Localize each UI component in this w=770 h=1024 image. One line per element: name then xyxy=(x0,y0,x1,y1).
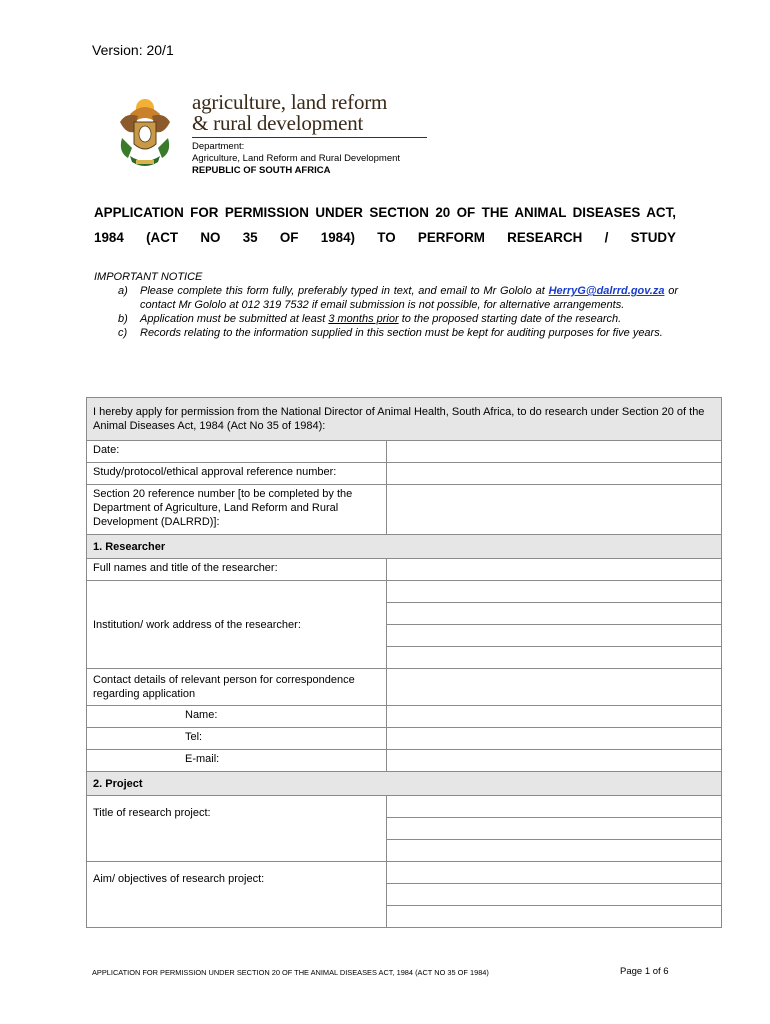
project-title-field-line-2[interactable] xyxy=(387,818,722,840)
contact-tel-field[interactable] xyxy=(387,728,722,750)
project-title-label xyxy=(87,796,387,862)
form-intro: I hereby apply for permission from the National Director of Animal Health, South Africa, to do research under Section 20 of the Animal Diseases Act, 1984 (Act No 35 of 1984): xyxy=(87,398,722,441)
full-names-label: Full names and title of the researcher: xyxy=(87,559,387,581)
contact-tel-label: Tel: xyxy=(87,728,387,750)
institution-label: Institution/ work address of the researcher: xyxy=(87,581,387,669)
contact-email-label: E-mail: xyxy=(87,750,387,772)
email-link[interactable]: HerryG@dalrrd.gov.za xyxy=(548,285,665,297)
section20-reference-label: Section 20 reference number [to be completed by the Department of Agriculture, Land Reform and Rural Development (DALRRD)]: xyxy=(87,485,387,535)
department-label: Department: xyxy=(192,141,245,152)
contact-name-label: Name: xyxy=(87,706,387,728)
notice-b-underlined: 3 months prior xyxy=(328,313,399,325)
notice-item-b xyxy=(94,312,678,326)
department-logo-text xyxy=(192,92,387,134)
section20-reference-field[interactable] xyxy=(387,485,722,535)
notice-b-text-after: to the proposed starting date of the research. xyxy=(398,313,622,325)
aim-field-line-2[interactable] xyxy=(387,884,722,906)
important-notice xyxy=(94,270,678,340)
notice-c-text: Records relating to the information supplied in this section must be kept for auditing purposes for five years. xyxy=(140,327,663,339)
footer-title: APPLICATION FOR PERMISSION UNDER SECTION 20 OF THE ANIMAL DISEASES ACT, 1984 (ACT NO 35 OF 1984) xyxy=(92,968,489,977)
institution-field-line-1[interactable] xyxy=(387,581,722,603)
logo-line-1: agriculture, land reform xyxy=(192,90,388,114)
notice-heading: IMPORTANT NOTICE xyxy=(94,271,203,283)
logo-divider xyxy=(192,137,427,138)
page-number: Page 1 of 6 xyxy=(620,966,669,977)
version-label: Version: 20/1 xyxy=(92,42,174,58)
project-section-heading: 2. Project xyxy=(87,772,722,796)
date-field[interactable] xyxy=(387,441,722,463)
project-title-field-line-3[interactable] xyxy=(387,840,722,862)
date-label: Date: xyxy=(87,441,387,463)
notice-item-a xyxy=(94,284,678,312)
notice-b-text-before: Application must be submitted at least xyxy=(140,313,329,325)
notice-item-c xyxy=(94,326,678,340)
department-name: Agriculture, Land Reform and Rural Development xyxy=(192,153,401,164)
protocol-number-field[interactable] xyxy=(387,463,722,485)
aim-text: Aim/ objectives of research project: xyxy=(93,873,265,885)
institution-field-line-3[interactable] xyxy=(387,625,722,647)
document-title: APPLICATION FOR PERMISSION UNDER SECTION 20 OF THE ANIMAL DISEASES ACT, 1984 (ACT NO 35 OF 1984) TO PERFORM RESEARCH / STUDY xyxy=(94,205,676,245)
full-names-field[interactable] xyxy=(387,559,722,581)
project-title-field-line-1[interactable] xyxy=(387,796,722,818)
notice-a-text-after: or contact Mr Gololo at 012 319 7532 if email submission is not possible, for alternative arrangements. xyxy=(140,285,679,311)
contact-details-field[interactable] xyxy=(387,669,722,706)
aim-field-line-3[interactable] xyxy=(387,906,722,928)
aim-field-line-1[interactable] xyxy=(387,862,722,884)
institution-field-line-2[interactable] xyxy=(387,603,722,625)
republic-label: REPUBLIC OF SOUTH AFRICA xyxy=(192,165,331,176)
logo-line-2: & rural development xyxy=(192,111,364,135)
notice-a-text-before: Please complete this form fully, preferably typed in text, and email to Mr Gololo at xyxy=(140,285,549,297)
application-form-table xyxy=(86,397,722,928)
contact-details-label: Contact details of relevant person for correspondence regarding application xyxy=(87,669,387,706)
coat-of-arms-icon xyxy=(112,92,178,172)
notice-item-label: a) xyxy=(118,285,128,297)
notice-item-label: b) xyxy=(118,313,128,325)
institution-field-line-4[interactable] xyxy=(387,647,722,669)
contact-name-field[interactable] xyxy=(387,706,722,728)
aim-label xyxy=(87,862,387,928)
project-title-text: Title of research project: xyxy=(93,807,211,819)
department-subtitle xyxy=(192,141,400,177)
contact-email-field[interactable] xyxy=(387,750,722,772)
researcher-section-heading: 1. Researcher xyxy=(87,535,722,559)
protocol-number-label: Study/protocol/ethical approval reference number: xyxy=(87,463,387,485)
notice-item-label: c) xyxy=(118,327,128,339)
